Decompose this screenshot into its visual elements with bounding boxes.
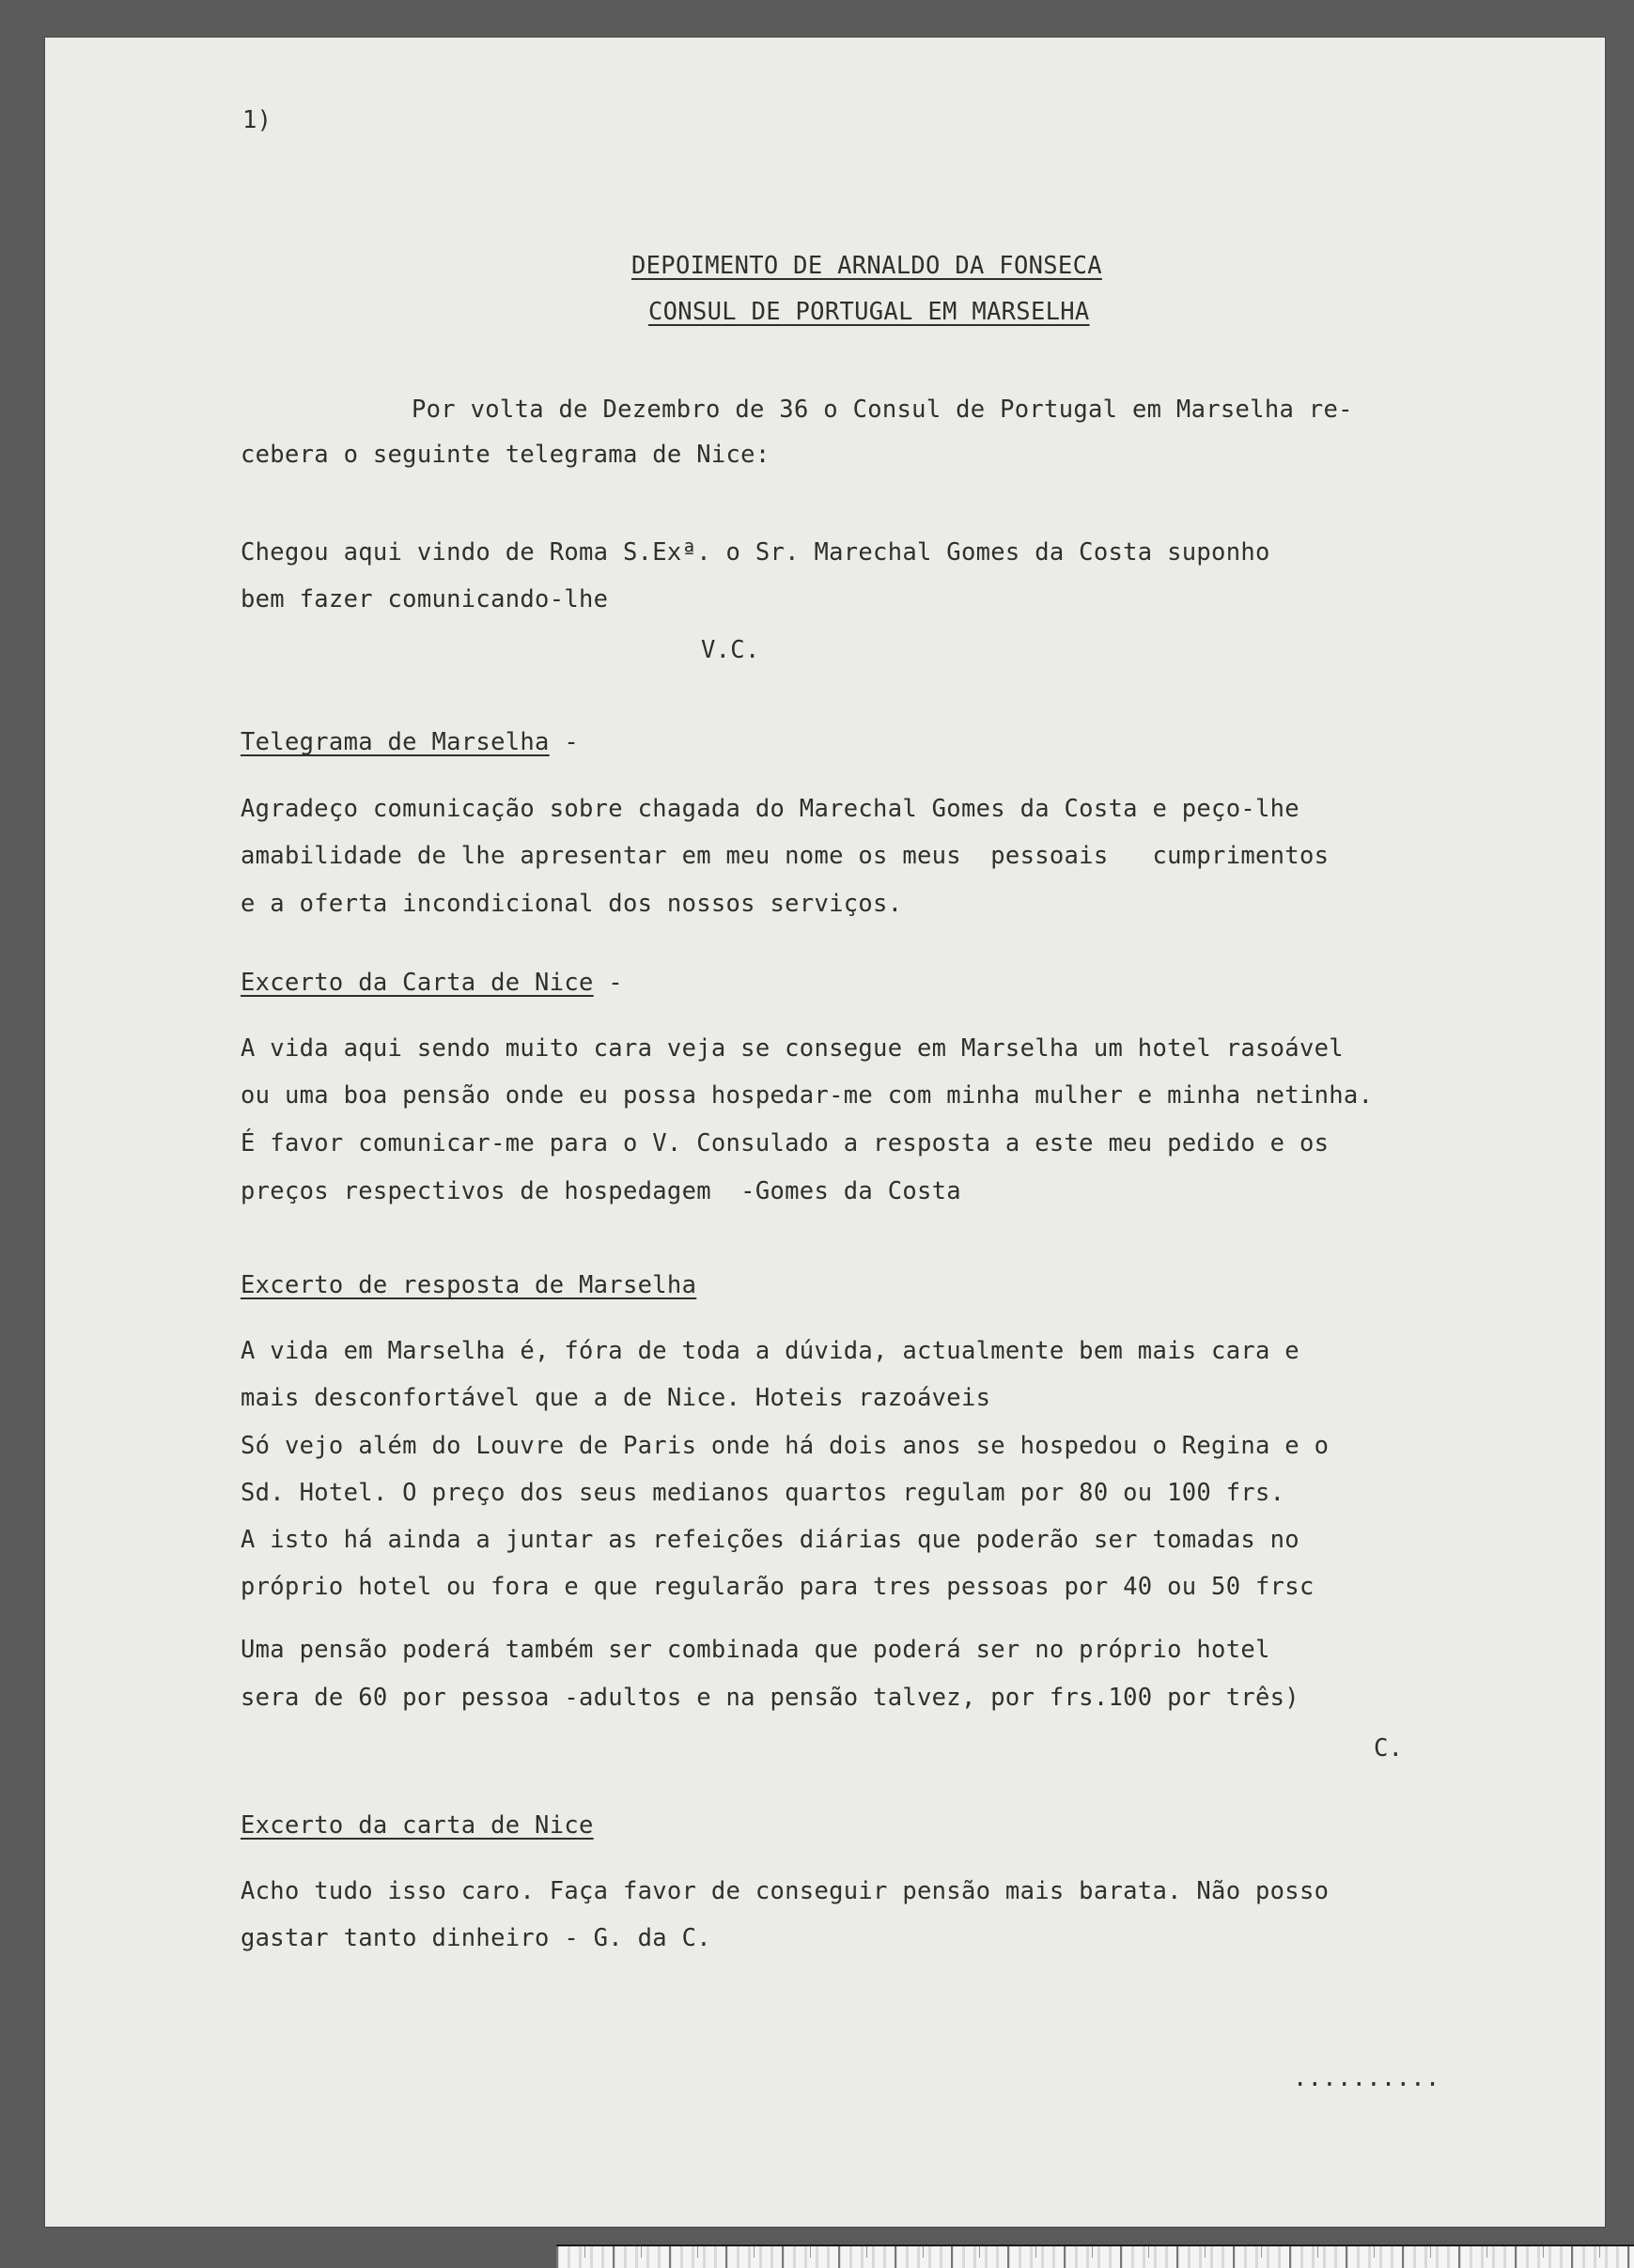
telegram-nice-line-2: bem fazer comunicando-lhe: [241, 585, 609, 614]
resposta-line-1: A vida em Marselha é, fóra de toda a dúvida, actualmente bem mais cara e: [241, 1337, 1299, 1365]
resposta-line-3: Só vejo além do Louvre de Paris onde há dois anos se hospedou o Regina e o: [241, 1432, 1330, 1460]
ruler-mid-ticks: [584, 2246, 1634, 2258]
excerto-nice-1-heading: Excerto da Carta de Nice: [241, 969, 594, 997]
telegram-marselha-heading: Telegrama de Marselha: [241, 728, 550, 756]
continuation-dots: ..........: [1293, 2064, 1440, 2092]
resposta-signature: C.: [1374, 1734, 1404, 1763]
telegram-marselha-line-2: amabilidade de lhe apresentar em meu nome os meus pessoais cumprimentos: [241, 842, 1330, 870]
telegram-nice-signature: V.C.: [701, 636, 760, 664]
intro-line-2: cebera o seguinte telegrama de Nice:: [241, 441, 770, 469]
resposta-line-5: A isto há ainda a juntar as refeições diárias que poderão ser tomadas no: [241, 1526, 1299, 1554]
resposta-line-2: mais desconfortável que a de Nice. Hoteis razoáveis: [241, 1384, 991, 1412]
excerto-nice-2-heading: Excerto da carta de Nice: [241, 1811, 594, 1840]
excerto-resposta-heading: Excerto de resposta de Marselha: [241, 1271, 697, 1299]
excerto-nice-2-line-2: gastar tanto dinheiro - G. da C.: [241, 1924, 711, 1952]
excerto-nice-1-line-3: É favor comunicar-me para o V. Consulado a resposta a este meu pedido e os: [241, 1129, 1330, 1157]
document-title-line2: CONSUL DE PORTUGAL EM MARSELHA: [648, 298, 1090, 326]
resposta-line-6: próprio hotel ou fora e que regularão para tres pessoas por 40 ou 50 frsc: [241, 1573, 1315, 1601]
resposta-line-8: sera de 60 por pessoa -adultos e na pensão talvez, por frs.100 por três): [241, 1684, 1299, 1712]
document-title-line1: DEPOIMENTO DE ARNALDO DA FONSECA: [631, 252, 1102, 280]
scale-ruler: [556, 2245, 1634, 2268]
excerto-nice-1-line-1: A vida aqui sendo muito cara veja se consegue em Marselha um hotel rasoável: [241, 1034, 1344, 1063]
heading-dash: -: [593, 969, 623, 997]
page-number: 1): [242, 106, 272, 134]
intro-line-1: Por volta de Dezembro de 36 o Consul de Portugal em Marselha re-: [412, 396, 1353, 424]
excerto-nice-1-line-4: preços respectivos de hospedagem -Gomes da Costa: [241, 1177, 961, 1205]
telegram-marselha-line-1: Agradeço comunicação sobre chagada do Marechal Gomes da Costa e peço-lhe: [241, 795, 1299, 823]
heading-dash: -: [549, 728, 580, 756]
excerto-nice-1-heading-row: [241, 968, 623, 998]
telegram-marselha-heading-row: [241, 727, 579, 757]
telegram-nice-line-1: Chegou aqui vindo de Roma S.Exª. o Sr. Marechal Gomes da Costa suponho: [241, 538, 1270, 567]
excerto-nice-1-line-2: ou uma boa pensão onde eu possa hospedar-me com minha mulher e minha netinha.: [241, 1081, 1374, 1110]
resposta-line-4: Sd. Hotel. O preço dos seus medianos quartos regulam por 80 ou 100 frs.: [241, 1479, 1285, 1507]
excerto-nice-2-line-1: Acho tudo isso caro. Faça favor de conseguir pensão mais barata. Não posso: [241, 1877, 1330, 1905]
telegram-marselha-line-3: e a oferta incondicional dos nossos serviços.: [241, 890, 903, 918]
resposta-line-7: Uma pensão poderá também ser combinada que poderá ser no próprio hotel: [241, 1636, 1270, 1664]
